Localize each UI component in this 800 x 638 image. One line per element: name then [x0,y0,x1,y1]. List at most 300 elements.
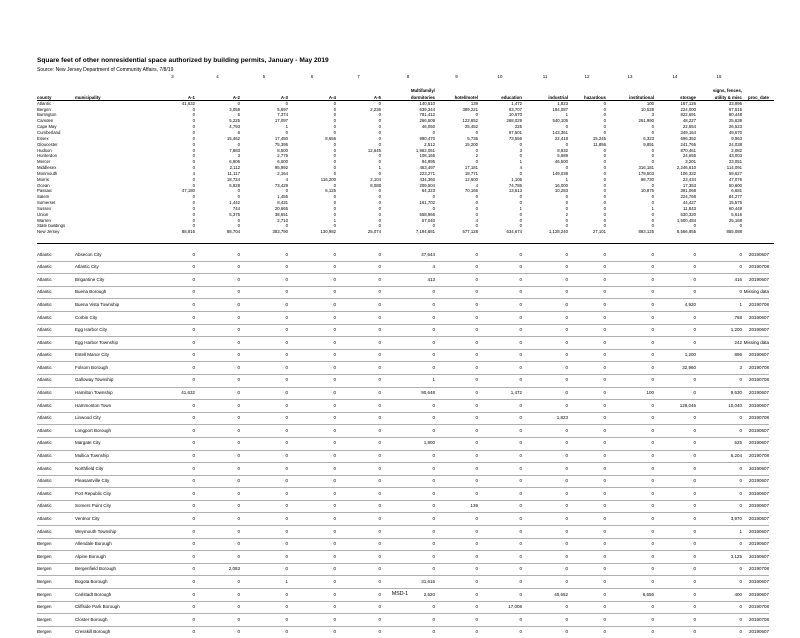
value-cell: 209,504 [419,182,435,188]
value-cell: 0 [478,614,522,627]
value-cell: 0 [336,374,381,387]
value-cell: 0 [696,626,742,638]
column-number-row [37,75,769,83]
value-cell: 2,164 [277,171,288,176]
page-footer: MSD-1 [391,591,409,597]
municipality-cell: Corbin City [75,311,150,324]
value-cell: 0 [240,374,288,387]
municipality-header: municipality [75,94,101,100]
municipality-detail-table [37,249,769,638]
value-cell: 0 [435,526,478,539]
value-cell: 0 [240,412,288,425]
municipality-cell: Linwood City [75,412,150,425]
institutional-header: institutional [629,94,654,100]
value-cell: 0 [696,576,742,589]
column-number: 12 [584,75,590,79]
value-cell: 0 [333,206,336,211]
value-cell: 25,452 [464,124,478,130]
municipality-cell: Allendale Borough [75,538,150,551]
a2-header: A-2 [232,94,240,100]
value-cell: 0 [606,551,654,564]
value-cell: 0 [240,362,288,375]
value-cell: 114,091 [726,165,742,171]
value-cell: 0 [603,159,606,165]
value-cell: 0 [150,362,195,375]
hotel-header: hotel/motel [454,94,478,100]
value-cell: 0 [522,286,568,299]
value-cell: 0 [150,589,195,602]
value-cell: 0 [435,349,478,362]
value-cell: 0 [651,251,654,257]
value-cell: 0 [381,299,435,312]
value-cell: 0 [568,299,606,312]
value-cell: 1 [651,206,654,211]
value-cell: 0 [565,223,568,229]
county-name-cell: Cumberland [37,130,61,135]
value-cell: 3 [519,147,522,153]
value-cell: 17,181 [464,165,478,171]
value-cell: 4 [475,182,478,188]
value-cell: 0 [603,188,606,194]
value-cell: 0 [192,176,195,182]
value-cell: 4,793 [229,124,240,130]
value-cell: 0 [288,551,336,564]
value-cell: 1,200 [654,349,696,362]
value-cell: 10,040 [696,400,742,413]
value-cell: 0 [478,513,522,526]
value-cell: 453,497 [419,165,435,171]
value-cell: 0 [478,349,522,362]
column-number: 13 [627,75,633,79]
value-cell: 0 [603,212,606,217]
value-cell: 4 [285,176,288,182]
value-cell: 0 [522,337,568,350]
value-cell: 0 [478,362,522,375]
value-cell: 0 [381,425,435,438]
value-cell: 0 [603,176,606,182]
value-cell: 0 [195,311,240,324]
value-cell: 696,352 [680,136,696,141]
value-cell: 0 [654,337,696,350]
value-cell: 0 [654,387,696,400]
county-name-cell: Middlesex [37,165,57,171]
value-cell: 0 [378,206,381,211]
table-row [37,425,769,438]
value-cell: 0 [333,101,336,106]
value-cell: 0 [288,337,336,350]
report-title: Square feet of other nonresidential space authorized by building permits, January - May 2019 [37,57,329,64]
value-cell: 48,227 [682,118,696,124]
value-cell: 0 [240,261,288,274]
value-cell: 0 [195,286,240,299]
value-cell: 0 [288,563,336,576]
value-cell: 0 [568,614,606,627]
value-cell: 0 [378,171,381,176]
total-value-cell: 7,194,681 [415,229,435,235]
value-cell: 0 [475,212,478,217]
value-cell: 0 [378,124,381,130]
value-cell: 0 [603,206,606,211]
proc-date-cell: 20190607 [742,589,769,602]
value-cell: 0 [435,286,478,299]
total-value-cell: 677,128 [462,229,478,235]
value-cell: 0 [336,513,381,526]
value-cell: 0 [654,538,696,551]
value-cell: 0 [435,589,478,602]
value-cell: 0 [288,450,336,463]
report-source: Source: New Jersey Department of Community Affairs, 7/8/19 [37,67,174,73]
value-cell: 0 [336,261,381,274]
value-cell: 0 [478,626,522,638]
value-cell: 0 [654,551,696,564]
value-cell: 0 [150,526,195,539]
value-cell: 870,461 [680,147,696,153]
signs-header-line2: utility & misc [714,94,742,100]
value-cell: 0 [522,500,568,513]
value-cell: 0 [522,614,568,627]
value-cell: 0 [522,463,568,476]
value-cell: 0 [333,147,336,153]
value-cell: 768 [696,311,742,324]
value-cell: 0 [478,299,522,312]
value-cell: 0 [565,206,568,211]
value-cell: 38,651 [274,212,288,217]
county-name-cell: Monmouth [37,171,58,176]
value-cell: 0 [336,400,381,413]
value-cell: 0 [651,153,654,159]
county-name-cell: Atlantic [37,101,52,106]
value-cell: 0 [522,538,568,551]
value-cell: 122,652 [462,118,478,124]
value-cell: 10,283 [554,188,568,194]
value-cell: 0 [475,251,478,257]
value-cell: 0 [333,194,336,200]
value-cell: 0 [603,130,606,135]
total-value-cell: 88,704 [226,229,240,235]
value-cell: 0 [336,337,381,350]
value-cell: 0 [606,513,654,526]
value-cell: 0 [288,526,336,539]
value-cell: 0 [522,563,568,576]
value-cell: 0 [195,538,240,551]
value-cell: 4,920 [654,299,696,312]
value-cell: 1,962,051 [415,147,435,153]
table-row [37,324,769,337]
value-cell: 17,097 [274,118,288,124]
municipality-cell: Alpine Borough [75,551,150,564]
value-cell: 0 [150,450,195,463]
value-cell: 0 [192,159,195,165]
value-cell: 413 [381,274,435,287]
value-cell: 0 [522,576,568,589]
value-cell: 0 [288,261,336,274]
municipality-cell: Closter Borough [75,614,150,627]
value-cell: 0 [568,475,606,488]
value-cell: 0 [654,261,696,274]
value-cell: 0 [654,475,696,488]
county-cell: Atlantic [37,362,75,375]
value-cell: 0 [606,374,654,387]
value-cell: 0 [336,563,381,576]
municipality-cell: Bogota Borough [75,576,150,589]
value-cell: 0 [739,251,742,257]
value-cell: 0 [435,614,478,627]
value-cell: 5,828 [229,182,240,188]
county-cell: Atlantic [37,475,75,488]
value-cell: 0 [568,463,606,476]
value-cell: 268,029 [506,118,522,124]
value-cell: 0 [568,374,606,387]
value-cell: 1 [333,217,336,223]
value-cell: 0 [522,450,568,463]
value-cell: 46,050 [421,124,435,130]
value-cell: 0 [150,412,195,425]
value-cell: 0 [475,194,478,200]
value-cell: 10,670 [508,112,522,118]
value-cell: 0 [522,400,568,413]
value-cell: 0 [603,200,606,206]
value-cell: 1 [285,124,288,130]
total-value-cell: 27,101 [592,229,606,235]
value-cell: 0 [288,475,336,488]
value-cell: 0 [606,488,654,501]
municipality-cell: Somers Point City [75,500,150,513]
value-cell: 0 [696,500,742,513]
value-cell: 1 [381,374,435,387]
value-cell: 0 [603,106,606,112]
value-cell: 0 [336,412,381,425]
value-cell: 0 [195,261,240,274]
value-cell: 0 [475,112,478,118]
value-cell: 0 [381,450,435,463]
header-row [37,93,769,100]
county-cell: Atlantic [37,425,75,438]
proc-date-cell: 20190708 [742,563,769,576]
value-cell: 5,697 [277,106,288,112]
value-cell: 0 [288,488,336,501]
value-cell: 0 [285,251,288,257]
value-cell: 0 [565,217,568,223]
value-cell: 0 [519,223,522,229]
value-cell: 2,512 [424,141,435,147]
value-cell: 178,503 [638,171,654,176]
value-cell: 0 [336,551,381,564]
value-cell: 140,510 [419,101,435,106]
value-cell: 0 [240,513,288,526]
value-cell: 0 [288,387,336,400]
value-cell: 0 [432,223,435,229]
value-cell: 1,200 [696,324,742,337]
municipality-cell: Estell Manor City [75,349,150,362]
value-cell: 1 [378,165,381,171]
value-cell: 0 [603,124,606,130]
county-name-cell: Passaic [37,188,53,194]
value-cell: 0 [381,463,435,476]
value-cell: 9,630 [696,387,742,400]
value-cell: 0 [381,551,435,564]
municipality-cell: Absecon City [75,251,102,257]
value-cell: 0 [478,261,522,274]
value-cell: 0 [240,286,288,299]
value-cell: 3,970 [696,513,742,526]
value-cell: 0 [336,349,381,362]
value-cell: 43,003 [728,153,742,159]
value-cell: 0 [333,212,336,217]
value-cell: 0 [568,589,606,602]
value-cell: 1,500,484 [676,217,696,223]
value-cell: 0 [336,274,381,287]
municipality-cell: Hamilton Township [75,387,150,400]
value-cell: 0 [195,488,240,501]
value-cell: 60,449 [728,206,742,211]
value-cell: 0 [522,274,568,287]
value-cell: 0 [432,206,435,211]
value-cell: 0 [150,425,195,438]
value-cell: 44,427 [682,200,696,206]
value-cell: 0 [603,217,606,223]
proc-date-cell: 20190607 [742,475,769,488]
value-cell: 0 [435,488,478,501]
value-cell: 241,765 [680,141,696,147]
total-value-cell: 130,982 [320,229,336,235]
value-cell: 0 [150,337,195,350]
value-cell: 0 [240,475,288,488]
value-cell: 0 [336,362,381,375]
value-cell: 73,429 [274,182,288,188]
value-cell: 0 [288,400,336,413]
value-cell: 9,891 [643,141,654,147]
value-cell: 0 [606,412,654,425]
table-row [37,475,769,488]
column-number: 7 [357,75,360,79]
value-cell: 0 [240,437,288,450]
value-cell: 25,639 [728,118,742,124]
municipality-cell: Pleasantville City [75,475,150,488]
value-cell: 0 [565,141,568,147]
value-cell: 74,786 [508,182,522,188]
value-cell: 8,088 [370,182,381,188]
value-cell: 0 [381,475,435,488]
municipality-cell: Buena Borough [75,286,150,299]
value-cell: 0 [696,538,742,551]
value-cell: 0 [150,475,195,488]
municipality-cell: Port Republic City [75,488,150,501]
value-cell: 1 [696,299,742,312]
county-cell: Atlantic [37,437,75,450]
value-cell: 0 [150,324,195,337]
county-cell: Atlantic [37,337,75,350]
table-row [37,286,769,299]
value-cell: 0 [478,463,522,476]
value-cell: 0 [603,171,606,176]
county-name-cell: Salem [37,194,50,200]
value-cell: 0 [195,589,240,602]
value-cell: 0 [435,551,478,564]
value-cell: 0 [195,526,240,539]
hazardous-header: hazardous [584,94,606,100]
value-cell: 0 [240,626,288,638]
value-cell: 0 [522,261,568,274]
value-cell: 0 [475,206,478,211]
value-cell: 0 [568,349,606,362]
value-cell: 0 [192,106,195,112]
table-row [37,538,769,551]
county-summary-table [37,101,742,235]
value-cell: 0 [654,576,696,589]
value-cell: 0 [696,261,742,274]
value-cell: 0 [565,124,568,130]
table-row [37,400,769,413]
value-cell: 744 [232,206,240,211]
municipality-cell: Folsom Borough [75,362,150,375]
value-cell: 3 [651,112,654,118]
value-cell: 5,225 [229,118,240,124]
value-cell: 0 [651,194,654,200]
value-cell: 22,554 [682,124,696,130]
value-cell: 540,105 [552,118,568,124]
county-cell: Atlantic [37,251,52,257]
municipality-cell: Galloway Township [75,374,150,387]
value-cell: 0 [603,101,606,106]
value-cell: 0 [192,165,195,171]
value-cell: 5,616 [731,212,742,217]
county-name-cell: Essex [37,136,49,141]
value-cell: 0 [478,500,522,513]
value-cell: 0 [192,118,195,124]
value-cell: 0 [240,614,288,627]
value-cell: 0 [475,159,478,165]
value-cell: 49,670 [728,130,742,135]
table-row [37,614,769,627]
value-cell: 0 [696,412,742,425]
value-cell: 149,038 [552,171,568,176]
total-value-cell: 1,128,240 [548,229,568,235]
municipality-cell: Mullica Township [75,450,150,463]
proc-date-cell: 20190607 [742,576,769,589]
municipality-cell: Cresskill Borough [75,626,150,638]
value-cell: 0 [150,274,195,287]
value-cell: 0 [288,299,336,312]
value-cell: 0 [651,124,654,130]
value-cell: 0 [606,526,654,539]
value-cell: 84,277 [728,194,742,200]
value-cell: 59,627 [728,171,742,176]
county-cell: Bergen [37,601,75,614]
a3-header: A-3 [280,94,288,100]
county-cell: Atlantic [37,412,75,425]
value-cell: 0 [288,374,336,387]
value-cell: 0 [336,324,381,337]
value-cell: 0 [606,563,654,576]
value-cell: 0 [606,601,654,614]
value-cell: 0 [192,141,195,147]
table-row [37,437,769,450]
value-cell: 0 [435,261,478,274]
value-cell: 143,361 [552,130,568,135]
table-row [37,412,769,425]
value-cell: 1 [519,159,522,165]
value-cell: 0 [288,614,336,627]
value-cell: 95,992 [274,165,288,171]
value-cell: 75,395 [274,141,288,147]
value-cell: 0 [378,200,381,206]
value-cell: 0 [150,513,195,526]
value-cell: 0 [522,362,568,375]
a4-header: A-4 [328,94,336,100]
value-cell: 0 [568,261,606,274]
value-cell: 106,332 [680,171,696,176]
value-cell: 15,245 [592,136,606,141]
